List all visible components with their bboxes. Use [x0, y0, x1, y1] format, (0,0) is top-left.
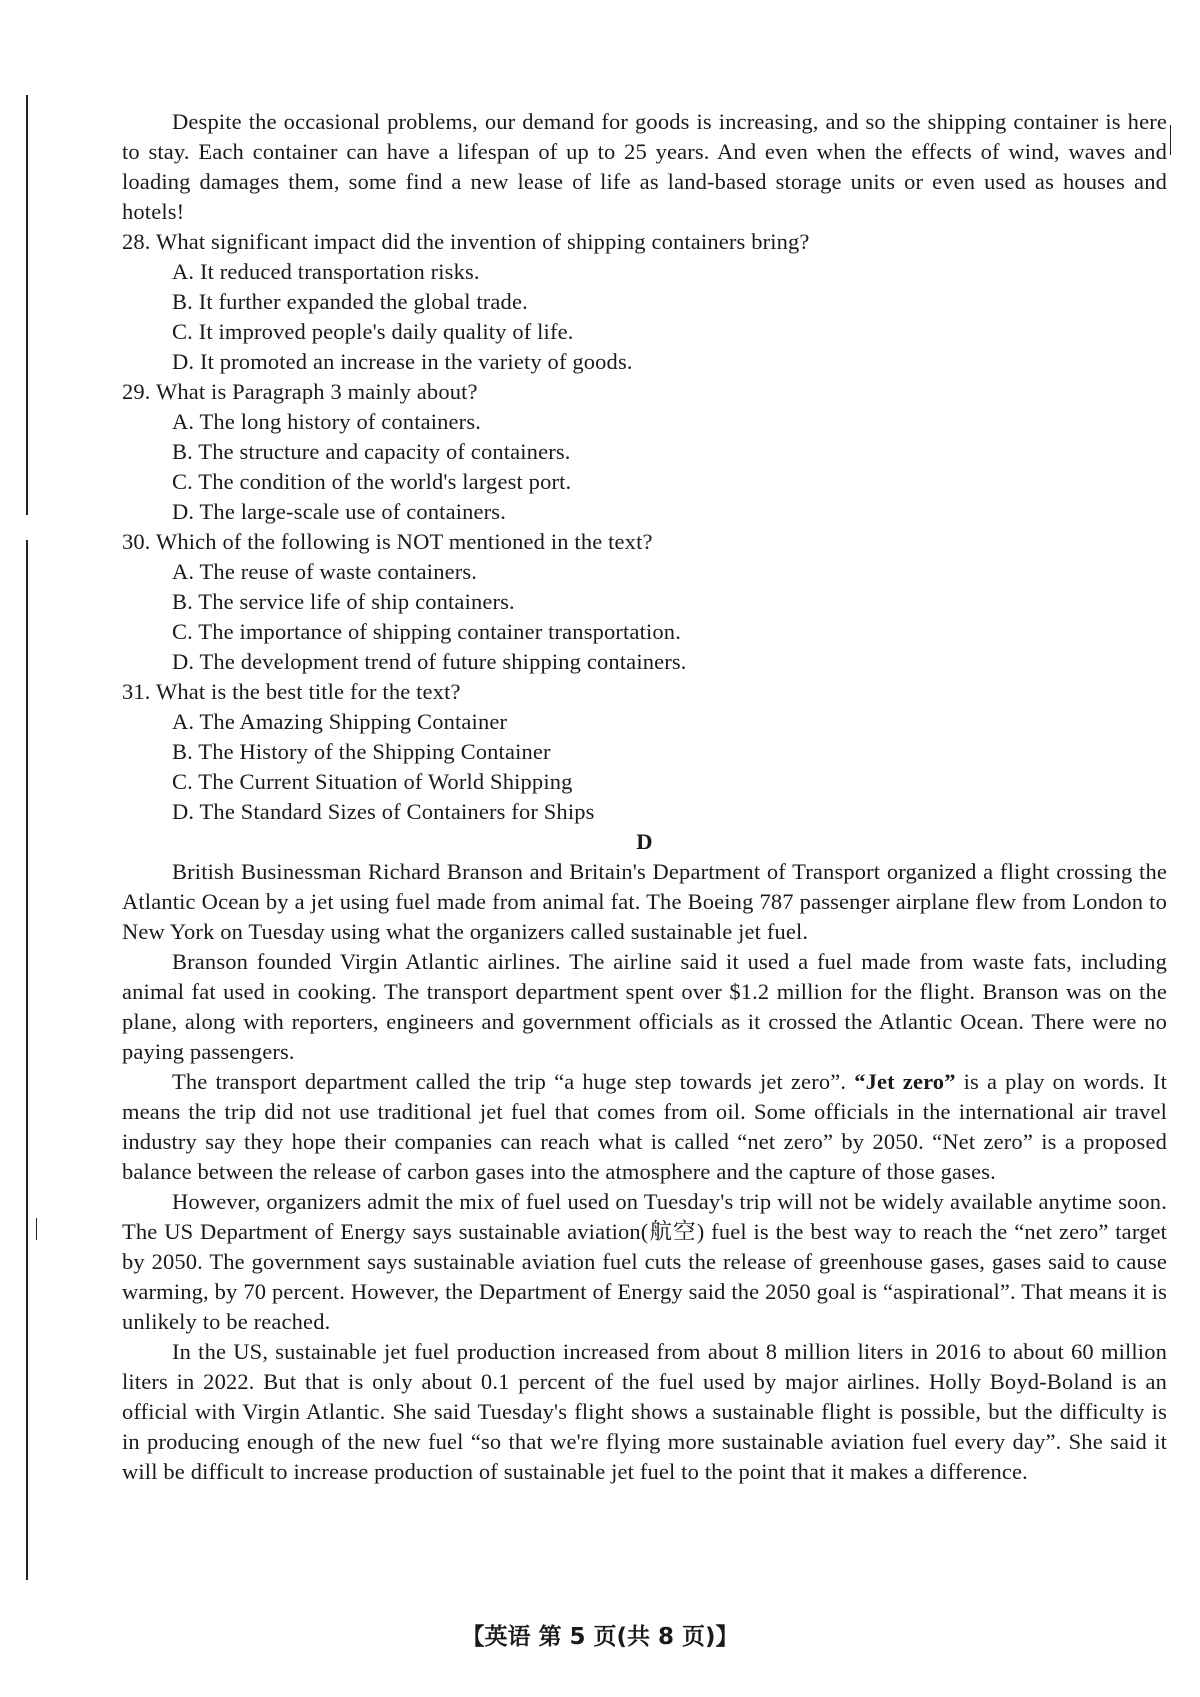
option-d: D. It promoted an increase in the variety of goods.	[172, 349, 633, 374]
section-d-paragraph-1: British Businessman Richard Branson and Britain's Department of Transport organized a flight crossing the Atlantic Ocean by a jet using fuel made from animal fat. The Boeing 787 passenger airplane flew from London to New York on Tuesday using what the organizers called sustainable jet fuel.	[122, 859, 1167, 944]
margin-line-top	[26, 95, 28, 515]
section-d-title: D	[636, 829, 653, 854]
section-d-paragraph-5: In the US, sustainable jet fuel production increased from about 8 million liters in 2016 to about 60 million liters in 2022. But that is only about 0.1 percent of the fuel used by major airlines. Holly Boyd-Boland is an official with Virgin Atlantic. She said Tuesday's flight shows a sustainable flight is possible, but the difficulty is in producing enough of the new fuel “so that we're flying more sustainable aviation fuel every day”. She said it will be difficult to increase production of sustainable jet fuel to the point that it makes a difference.	[122, 1339, 1167, 1484]
option-c: C. The condition of the world's largest port.	[172, 469, 572, 494]
left-margin-tick	[36, 1218, 37, 1240]
option-b: B. The History of the Shipping Container	[172, 739, 551, 764]
section-d-paragraph-4: However, organizers admit the mix of fuel used on Tuesday's trip will not be widely available anytime soon. The US Department of Energy says sustainable aviation(航空) fuel is the best way to reach the “net zero” target by 2050. The government says sustainable aviation fuel cuts the release of greenhouse gases, gases said to cause warming, by 70 percent. However, the Department of Energy said the 2050 goal is “aspirational”. That means it is unlikely to be reached.	[122, 1189, 1167, 1334]
question-31	[122, 677, 1167, 827]
page-content	[122, 107, 1167, 1487]
option-c: C. It improved people's daily quality of life.	[172, 319, 574, 344]
question-30	[122, 527, 1167, 677]
right-margin-tick	[1170, 125, 1171, 155]
option-a: A. The Amazing Shipping Container	[172, 709, 508, 734]
question-stem: 29. What is Paragraph 3 mainly about?	[122, 379, 478, 404]
question-stem: 28. What significant impact did the invention of shipping containers bring?	[122, 229, 810, 254]
option-c: C. The importance of shipping container transportation.	[172, 619, 681, 644]
option-a: A. The long history of containers.	[172, 409, 482, 434]
option-b: B. The service life of ship containers.	[172, 589, 515, 614]
option-b: B. It further expanded the global trade.	[172, 289, 528, 314]
option-d: D. The Standard Sizes of Containers for Ships	[172, 799, 595, 824]
paragraph-3-start: The transport department called the trip “a huge step towards jet zero”.	[172, 1069, 855, 1094]
section-d-paragraph-3	[122, 1067, 1167, 1187]
question-stem: 31. What is the best title for the text?	[122, 679, 461, 704]
page-footer: 【英语 第 5 页(共 8 页)】	[461, 1624, 739, 1650]
section-d-paragraph-2: Branson founded Virgin Atlantic airlines. The airline said it used a fuel made from waste fats, including animal fat used in cooking. The transport department spent over $1.2 million for the flight. Branson was on the plane, along with reporters, engineers and government officials as it crossed the Atlantic Ocean. There were no paying passengers.	[122, 949, 1167, 1064]
question-28	[122, 227, 1167, 377]
option-c: C. The Current Situation of World Shipping	[172, 769, 573, 794]
question-stem: 30. Which of the following is NOT mentioned in the text?	[122, 529, 653, 554]
question-29	[122, 377, 1167, 527]
jet-zero-keyword: “Jet zero”	[854, 1069, 956, 1094]
passage-c-last-paragraph: Despite the occasional problems, our demand for goods is increasing, and so the shipping container is here to stay. Each container can have a lifespan of up to 25 years. And even when the effects of wind, waves and loading damages them, some find a new lease of life as land-based storage units or even used as houses and hotels!	[122, 109, 1167, 224]
paragraph-3-rest: is a play on words. It means the trip did not use traditional jet fuel that comes from oil. Some officials in the international air travel industry say they hope their companies can reach what is called “net zero” by 2050. “Net zero” is a proposed balance between the release of carbon gases into the atmosphere and the capture of those gases.	[122, 1069, 1167, 1184]
option-a: A. It reduced transportation risks.	[172, 259, 480, 284]
option-b: B. The structure and capacity of containers.	[172, 439, 571, 464]
option-a: A. The reuse of waste containers.	[172, 559, 478, 584]
option-d: D. The large-scale use of containers.	[172, 499, 506, 524]
margin-line-bottom	[26, 540, 28, 1580]
option-d: D. The development trend of future shipping containers.	[172, 649, 687, 674]
